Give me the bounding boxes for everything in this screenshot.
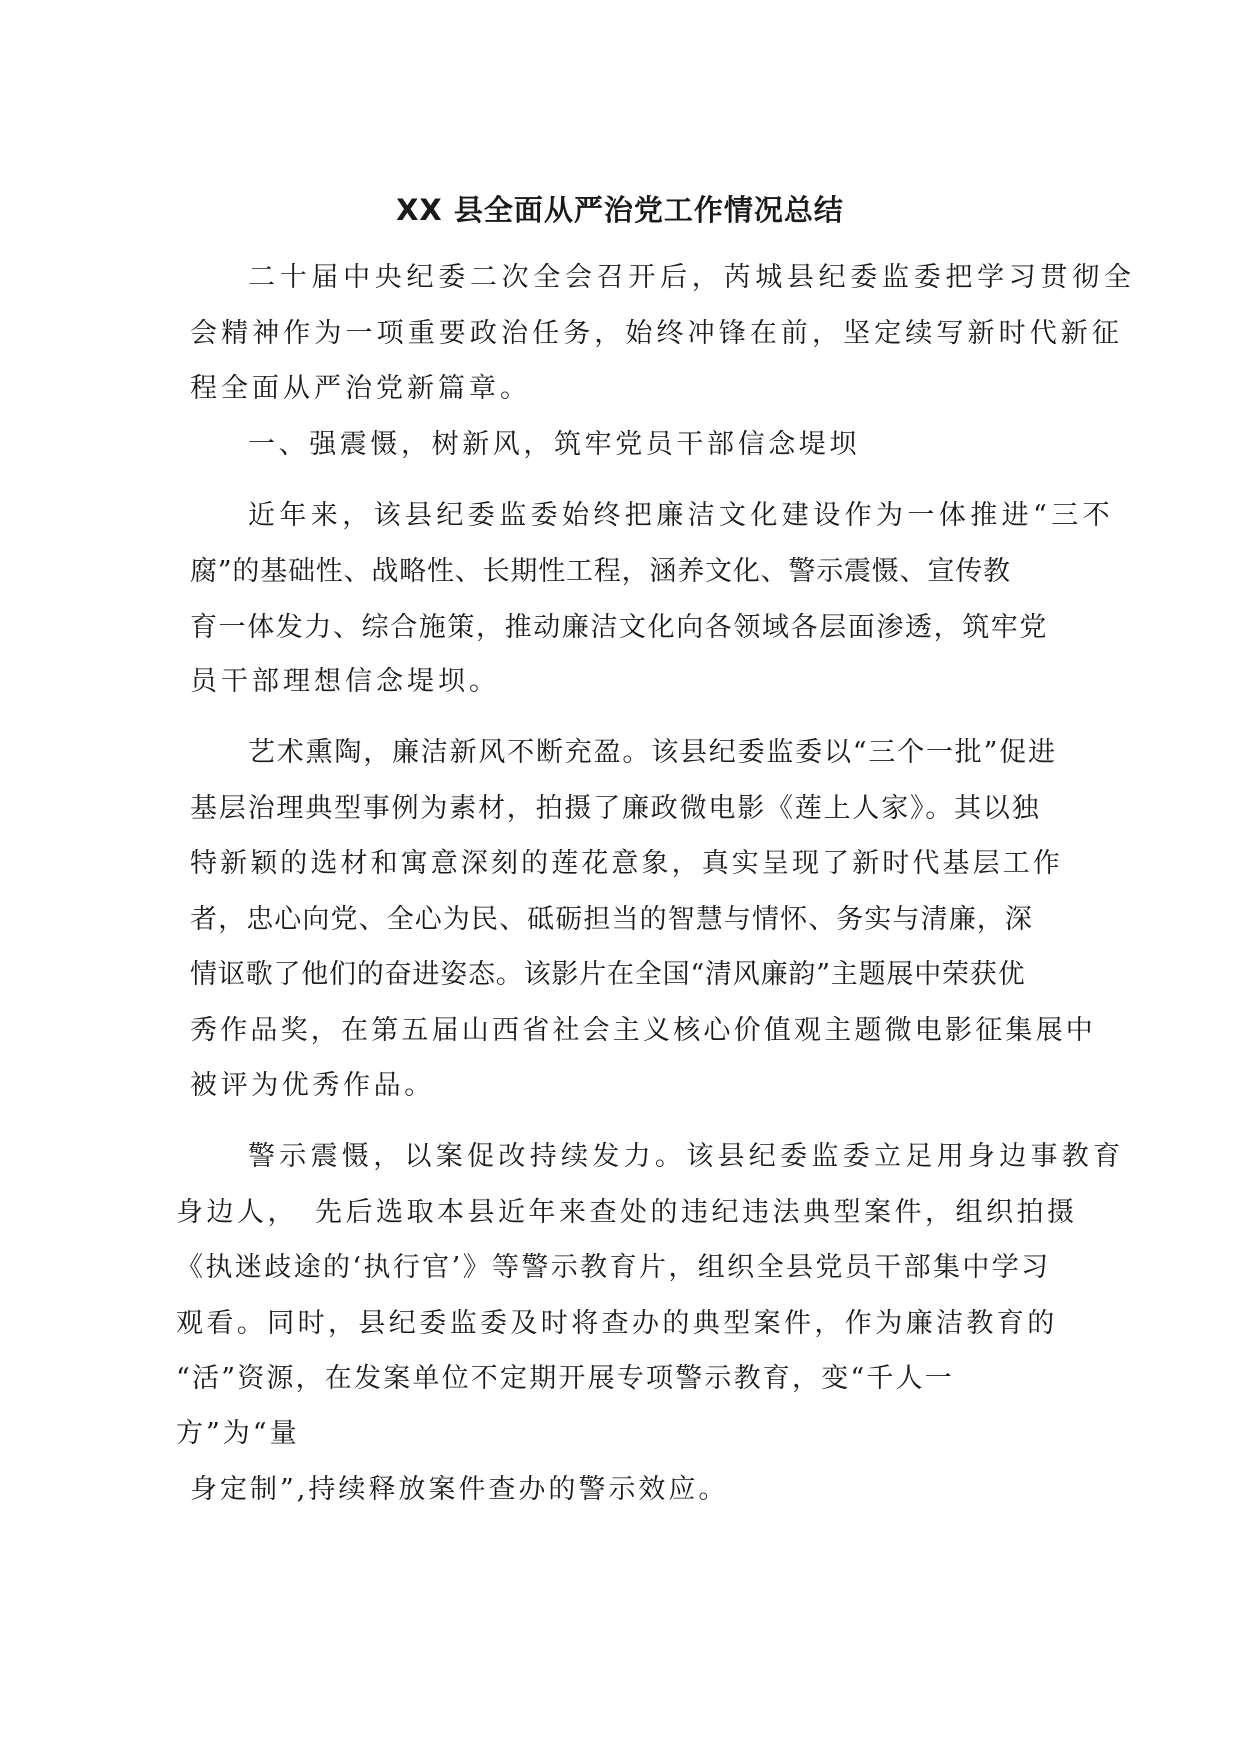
paragraph-line: 被评为优秀作品。 xyxy=(190,1070,435,1101)
paragraph-line: 程全面从严治党新篇章。 xyxy=(190,373,531,404)
paragraph-line: 员干部理想信念堤坝。 xyxy=(190,666,500,697)
paragraph-line: 者，忠心向党、全心为民、砥砺担当的智慧与情怀、务实与清廉，深 xyxy=(190,904,1033,935)
paragraph-line: 腐”的基础性、战略性、长期性工程，涵养文化、警示震慑、宣传教 xyxy=(190,556,1011,587)
paragraph-line: 观看。同时，县纪委监委及时将查办的典型案件，作为廉洁教育的 xyxy=(176,1308,1058,1339)
paragraph-line: 情讴歌了他们的奋进姿态。该影片在全国“清风廉韵”主题展中荣获优 xyxy=(190,959,1026,990)
paragraph-line: 方”为“量 xyxy=(176,1418,300,1449)
paragraph-line: 身边人， 先后选取本县近年来查处的违纪违法典型案件，组织拍摄 xyxy=(176,1197,1078,1228)
paragraph-line: 秀作品奖，在第五届山西省社会主义核心价值观主题微电影征集展中 xyxy=(190,1015,1096,1046)
paragraph-line: 二十届中央纪委二次全会召开后，芮城县纪委监委把学习贯彻全 xyxy=(248,262,1136,293)
document-title: XX 县全面从严治党工作情况总结 xyxy=(396,193,844,227)
paragraph-line: 《执迷歧途的‘执行官’》等警示教育片，组织全县党员干部集中学习 xyxy=(176,1252,1051,1283)
paragraph-line: 会精神作为一项重要政治任务，始终冲锋在前，坚定续写新时代新征 xyxy=(190,318,1123,349)
paragraph-line: 身定制”,持续释放案件查办的警示效应。 xyxy=(190,1474,729,1505)
paragraph-line: 警示震慑，以案促改持续发力。该县纪委监委立足用身边事教育 xyxy=(248,1141,1125,1172)
paragraph-line: 基层治理典型事例为素材，拍摄了廉政微电影《莲上人家》。其以独 xyxy=(190,793,1041,824)
paragraph-line: “活”资源，在发案单位不定期开展专项警示教育，变“千人一 xyxy=(176,1363,955,1394)
section-heading: 一、强震慑，树新风，筑牢党员干部信念堤坝 xyxy=(248,429,860,460)
paragraph-line: 育一体发力、综合施策，推动廉洁文化向各领域各层面渗透，筑牢党 xyxy=(190,612,1048,643)
paragraph-line: 近年来，该县纪委监委始终把廉洁文化建设作为一体推进“三不 xyxy=(248,500,1115,531)
paragraph-line: 特新颖的选材和寓意深刻的莲花意象，真实呈现了新时代基层工作 xyxy=(190,848,1063,879)
paragraph-line: 艺术熏陶，廉洁新风不断充盈。该县纪委监委以“三个一批”促进 xyxy=(248,737,1057,768)
